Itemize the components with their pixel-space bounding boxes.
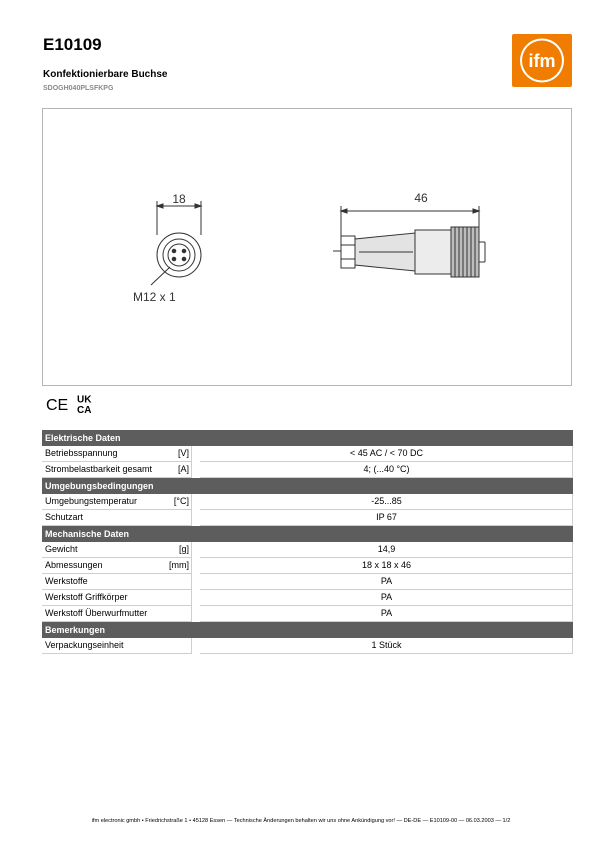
spec-value: PA xyxy=(380,608,393,618)
spec-value: 18 x 18 x 46 xyxy=(361,560,412,570)
spec-row xyxy=(42,574,573,590)
side-nut xyxy=(341,236,355,268)
spec-row xyxy=(42,446,573,462)
spec-unit: [V] xyxy=(177,448,189,458)
spec-value: 1 Stück xyxy=(371,640,402,650)
spec-value: IP 67 xyxy=(376,512,397,522)
spec-name: Abmessungen xyxy=(45,560,103,570)
thread-label: M12 x 1 xyxy=(133,290,176,304)
spec-table xyxy=(42,430,573,654)
front-outer-circle xyxy=(157,233,201,277)
spec-value: PA xyxy=(380,576,393,586)
page-number: 1/2 xyxy=(502,818,511,824)
spec-row xyxy=(42,606,573,622)
spec-value: < 45 AC / < 70 DC xyxy=(349,448,424,458)
page-footer xyxy=(0,818,602,824)
spec-unit: [°C] xyxy=(173,496,189,506)
spec-row xyxy=(42,494,573,510)
front-contact-face xyxy=(168,244,190,266)
spec-unit: [g] xyxy=(178,544,189,554)
product-title: Konfektionierbare Buchse xyxy=(43,69,168,80)
spec-row xyxy=(42,462,573,478)
spec-row xyxy=(42,558,573,574)
spec-row xyxy=(42,590,573,606)
logo-text: ifm xyxy=(528,51,556,71)
spec-name: Gewicht xyxy=(45,544,78,554)
section-header: Mechanische Daten xyxy=(42,526,573,542)
spec-name: Betriebsspannung xyxy=(45,448,118,458)
spec-unit: [A] xyxy=(177,464,189,474)
front-dimension-label: 18 xyxy=(172,192,186,206)
spec-value: -25...85 xyxy=(371,496,402,506)
spec-value: 14,9 xyxy=(377,544,396,554)
spec-name: Strombelastbarkeit gesamt xyxy=(45,464,153,474)
spec-value: PA xyxy=(380,592,393,602)
spec-unit: [mm] xyxy=(169,560,189,570)
spec-name: Verpackungseinheit xyxy=(45,640,124,650)
spec-row xyxy=(42,542,573,558)
spec-name: Umgebungstemperatur xyxy=(45,496,138,506)
dimension-drawing xyxy=(42,108,572,386)
ifm-logo xyxy=(511,33,573,88)
ce-mark: CE xyxy=(46,397,69,414)
section-header: Umgebungsbedingungen xyxy=(42,478,573,494)
spec-row xyxy=(42,638,573,654)
certification-marks xyxy=(46,393,100,415)
ukca-mark-bottom: CA xyxy=(77,405,92,415)
spec-name: Werkstoff Überwurfmutter xyxy=(45,608,148,618)
spec-row xyxy=(42,510,573,526)
ukca-mark-top: UK xyxy=(77,394,92,406)
spec-name: Werkstoffe xyxy=(45,576,88,586)
spec-name: Schutzart xyxy=(45,512,84,522)
product-code: E10109 xyxy=(43,35,102,54)
spec-name: Werkstoff Griffkörper xyxy=(45,592,128,602)
article-number: SDOGH040PLSFKPG xyxy=(43,85,114,92)
section-header: Elektrische Daten xyxy=(42,430,573,446)
spec-value: 4; (...40 °C) xyxy=(363,464,410,474)
side-dimension-label: 46 xyxy=(414,191,428,205)
footer-text: ifm electronic gmbh • Friedrichstraße 1 • 45128 Essen — Technische Änderungen behalten wir uns ohne Ankündigung vor! — DE-DE — E10109-00 — 06.03.2003 — xyxy=(91,818,501,824)
section-header: Bemerkungen xyxy=(42,622,573,638)
